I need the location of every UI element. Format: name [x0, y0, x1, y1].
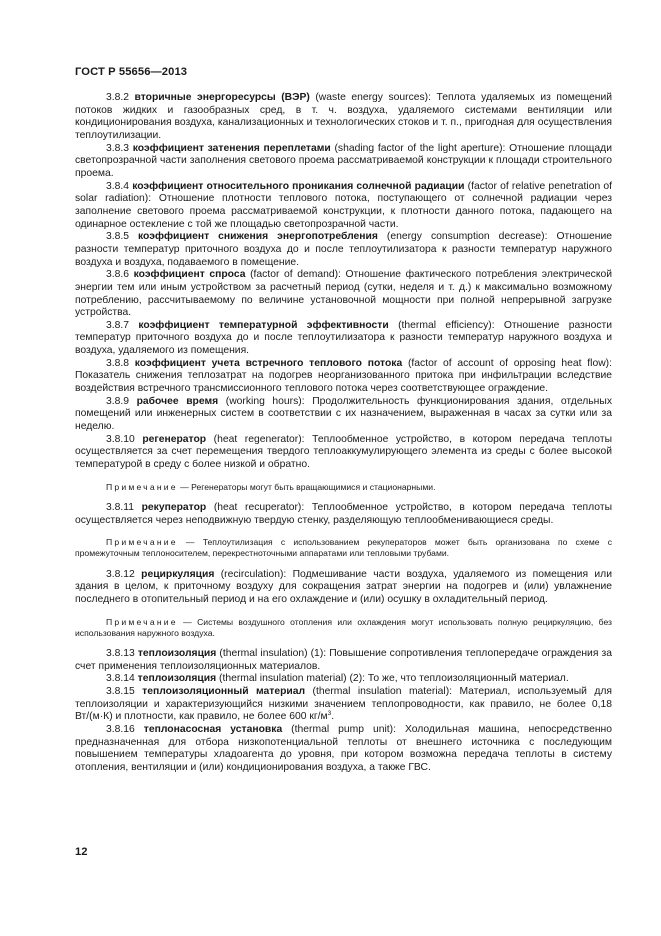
term: теплоизоляция	[137, 673, 217, 685]
section-3-8-11	[75, 502, 612, 527]
section-number: 3.8.9	[106, 395, 130, 407]
definition: (waste energy sources): Теплота удаляемых из помещений потоков жидких и газообразных сред, в т. ч. воздуха, удаляемого системами вентиляции или кондиционирования воздуха, канализационных и технологических стоков и т. п., пригодная для осуществления теплоутилизации.	[75, 92, 612, 141]
section-number: 3.8.4	[106, 180, 130, 192]
definition: (recirculation): Подмешивание части воздуха, удаляемого из помещения или здания в целом, к приточному воздуху для сокращения затрат энергии на подогрев и (или) увлажнение последнего в отопительный период и на его охлаждение и (или) осушку в охладительный период.	[75, 568, 612, 605]
definition: (factor of demand): Отношение фактического потребления электрической энергии тем или иным устройством за расчетный период (сутки, неделя и т. д.) к максимально возможному потреблению, рассчитываемому по величине установочной мощности при полной непрерывной загрузке устройства.	[75, 269, 613, 319]
section-3-8-4	[75, 181, 612, 232]
definition: (factor of account of opposing heat flow): Показатель снижения теплозатрат на подогрев неорганизованного притока при инфильтрации вследствие воздействия встречного трансмиссионного теплового потока через соответствующее ограждение.	[75, 357, 613, 395]
definition: (working hours): Продолжительность функционирования здания, отдельных помещений или инженерных систем в соответствии с их назначением, выраженная в часах за сутки или за неделю.	[75, 395, 612, 433]
note-dash: —	[177, 616, 198, 627]
section-3-8-3	[75, 143, 612, 181]
definition: (shading factor of the light aperture): Отношение площади светопрозрачной части заполнения светового проема рассматриваемой конструкции к площади строительного проема.	[75, 142, 612, 179]
section-3-8-15	[75, 686, 612, 724]
note-dash: —	[177, 537, 203, 548]
term: теплонасосная установка	[143, 723, 283, 735]
note-recuperator	[75, 537, 612, 559]
definition: (factor of relative penetration of solar radiation): Отношение плотности теплового потока, поступающего от солнечной радиации через заполнение светового проема рассматриваемой конструкции, к плотности данного потока, падающего на одинарное остекление с той же площадью светопрозрачной части.	[75, 180, 612, 230]
definition: (heat recuperator): Теплообменное устройство, в котором передача теплоты осуществляется через неподвижную твердую стенку, разделяющую теплообменивающиеся среды.	[75, 501, 613, 526]
term: теплоизоляция	[137, 647, 217, 659]
section-3-8-6	[75, 269, 612, 320]
section-3-8-7	[75, 320, 612, 358]
section-number: 3.8.12	[106, 568, 135, 580]
note-regenerator	[75, 482, 612, 493]
superscript: 3	[327, 710, 332, 718]
term: рециркуляция	[141, 568, 215, 580]
term: коэффициент затенения переплетами	[132, 142, 331, 154]
term: коэффициент температурной эффективности	[138, 319, 389, 331]
term: коэффициент относительного проникания солнечной радиации	[132, 180, 465, 192]
definition: (thermal insulation) (1): Повышение сопротивления теплопередаче ограждения за счет применения теплоизоляционных материалов.	[75, 647, 612, 672]
section-3-8-13	[75, 648, 612, 673]
definition: (thermal pump unit): Холодильная машина, непосредственно предназначенная для отбора низкопотенциальной теплоты от внешнего источника с последующим повышением температуры хладоагента до уровня, при котором возможна передача теплоты в систему отопления, вентиляции и (или) кондиционирования воздуха, а также ГВС.	[75, 723, 612, 773]
section-number: 3.8.10	[106, 433, 135, 445]
page-number: 12	[75, 846, 88, 858]
note-label: Примечание	[106, 537, 178, 548]
definition: (thermal insulation material): Материал, используемый для теплоизоляции и характеризующийся низкими значением теплопроводности, как правило, не более 0,18 Вт/(м·К) и плотности, как правило, не более 600 кг/м	[75, 685, 612, 723]
term: теплоизоляционный материал	[142, 685, 306, 697]
section-3-8-2	[75, 92, 612, 143]
section-3-8-10	[75, 434, 612, 472]
section-number: 3.8.6	[106, 269, 130, 281]
section-number: 3.8.5	[106, 231, 130, 243]
term: коэффициент снижения энергопотребления	[138, 231, 378, 243]
section-number: 3.8.16	[106, 723, 135, 735]
definition-tail: .	[331, 711, 335, 723]
note-dash: —	[177, 481, 192, 492]
definition: (thermal insulation material) (2): То же, что теплоизоляционный материал.	[216, 673, 569, 685]
section-3-8-9	[75, 396, 612, 434]
section-3-8-14	[75, 673, 612, 686]
term: рекуператор	[141, 501, 207, 513]
section-3-8-5	[75, 231, 612, 269]
definition: (heat regenerator): Теплообменное устройство, в котором передача теплоты осуществляется за счет перемещения твердого теплоаккумулирующего элемента из среды с более высокой температурой в среду с более низкой и обратно.	[75, 433, 613, 471]
document-header: ГОСТ Р 55656—2013	[75, 66, 188, 78]
section-number: 3.8.11	[106, 501, 134, 513]
term: вторичные энергоресурсы (ВЭР)	[134, 92, 310, 103]
note-text: Регенераторы могут быть вращающимися и стационарными.	[191, 481, 436, 492]
section-number: 3.8.3	[106, 142, 130, 154]
definition: (energy consumption decrease): Отношение разности температур приточного воздуха до и после теплоутилизатора к разности температур наружного воздуха и воздуха, подаваемого в помещение.	[75, 231, 613, 268]
definition: (thermal efficiency): Отношение разности температур приточного воздуха до и после теплоутилизатора к разности температур наружного воздуха и воздуха, удаляемого из помещения.	[75, 319, 613, 357]
document-body	[75, 92, 612, 775]
term: регенератор	[142, 433, 207, 445]
section-number: 3.8.8	[106, 357, 130, 369]
section-3-8-8	[75, 358, 612, 396]
term: коэффициент учета встречного теплового потока	[134, 357, 403, 369]
note-recirculation	[75, 617, 612, 639]
section-number: 3.8.14	[106, 673, 135, 685]
note-label: Примечание	[106, 616, 178, 627]
note-label: Примечание	[106, 481, 178, 492]
section-number: 3.8.2	[106, 92, 130, 103]
section-number: 3.8.7	[106, 319, 130, 331]
term: рабочее время	[136, 395, 219, 407]
note-text: Теплоутилизация с использованием рекуператоров может быть организована по схеме с промежуточным теплоносителем, перекрестноточными аппаратами или тепловыми трубами.	[75, 537, 612, 559]
section-number: 3.8.15	[106, 685, 135, 697]
section-3-8-16	[75, 724, 612, 775]
note-text: Системы воздушного отопления или охлаждения могут использовать полную рециркуляцию, без использования наружного воздуха.	[75, 616, 612, 638]
section-number: 3.8.13	[106, 647, 135, 659]
term: коэффициент спроса	[133, 269, 246, 281]
section-3-8-12	[75, 569, 612, 607]
